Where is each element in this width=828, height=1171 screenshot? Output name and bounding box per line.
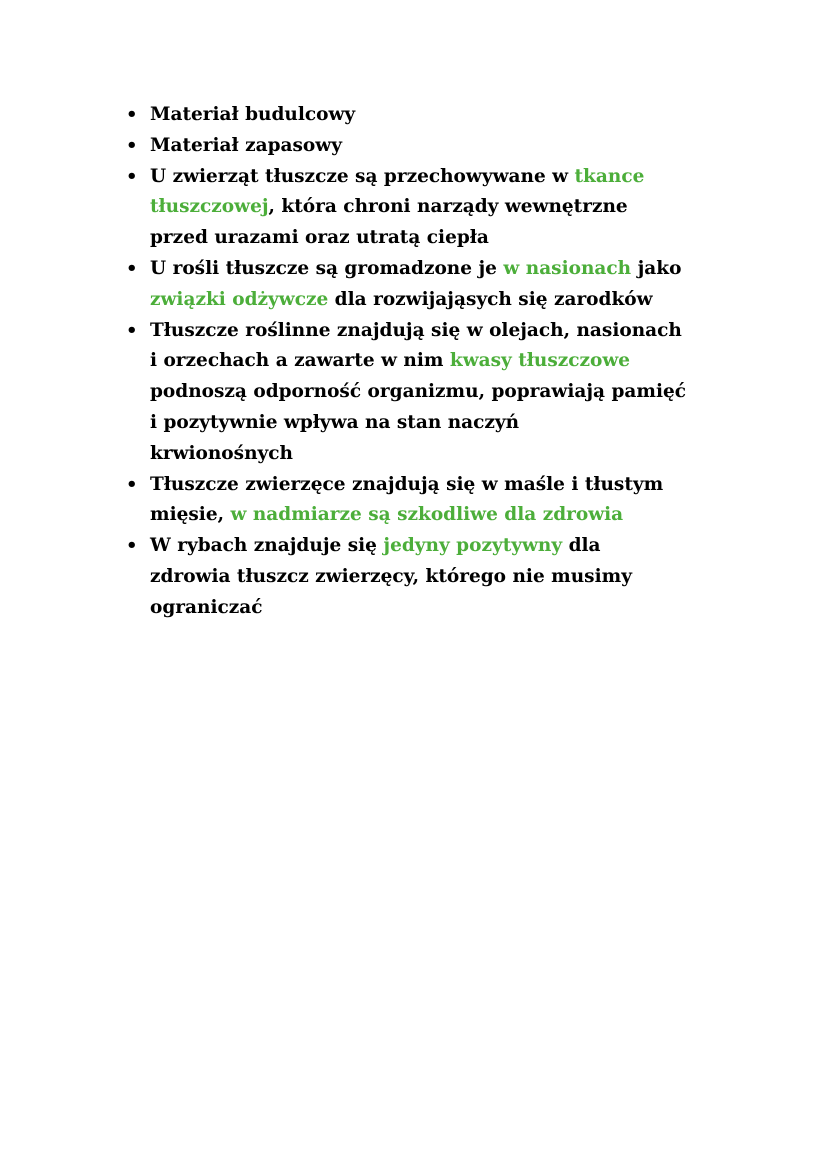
text-line — [150, 162, 686, 193]
highlighted-text: w nadmiarze są szkodliwe dla zdrowia — [230, 504, 624, 526]
highlighted-text: tkance — [574, 165, 645, 187]
text-line — [150, 439, 686, 470]
list-item — [0, 131, 686, 162]
text-line — [150, 593, 686, 624]
text: Materiał zapasowy — [150, 134, 342, 156]
bullet-icon: • — [126, 134, 138, 156]
list-item — [0, 470, 686, 532]
text: U zwierząt tłuszcze są przechowywane w — [150, 165, 575, 187]
list-item — [0, 316, 686, 470]
text: i pozytywnie wpływa na stan naczyń — [150, 411, 520, 433]
highlighted-text: jedyny pozytywny — [383, 535, 563, 557]
text: zdrowia tłuszcz zwierzęcy, którego nie musimy — [150, 565, 632, 587]
list-item — [0, 100, 686, 131]
text-line — [150, 346, 686, 377]
bullet-icon: • — [126, 319, 138, 341]
bullet-icon: • — [126, 257, 138, 279]
text: mięsie, — [150, 504, 231, 526]
text-line — [150, 316, 686, 347]
text: dla — [562, 535, 601, 557]
text: , która chroni narządy wewnętrzne — [268, 196, 628, 218]
bullet-list — [0, 100, 686, 624]
highlighted-text: kwasy tłuszczowe — [449, 350, 631, 372]
text-line — [150, 131, 686, 162]
list-item — [0, 531, 686, 623]
text-line — [150, 192, 686, 223]
text-line — [150, 285, 686, 316]
text: ograniczać — [150, 596, 263, 618]
text-line — [150, 500, 686, 531]
text: W rybach znajduje się — [150, 535, 384, 557]
text: dla rozwijająsych się zarodków — [328, 288, 653, 310]
list-item — [0, 162, 686, 254]
text-line — [150, 470, 686, 501]
text-line — [150, 531, 686, 562]
text: podnoszą odporność organizmu, poprawiają pamięć — [150, 381, 687, 403]
bullet-icon: • — [126, 535, 138, 557]
text: krwionośnych — [150, 442, 293, 464]
text-line — [150, 562, 686, 593]
highlighted-text: związki odżywcze — [150, 288, 329, 310]
list-item — [0, 254, 686, 316]
text-line — [150, 254, 686, 285]
text: Tłuszcze roślinne znajdują się w olejach, nasionach — [150, 319, 682, 341]
bullet-icon: • — [126, 165, 138, 187]
text: przed urazami oraz utratą ciepła — [150, 227, 489, 249]
text: Materiał budulcowy — [150, 104, 356, 125]
text-line — [150, 377, 686, 408]
highlighted-text: w nasionach — [503, 257, 632, 279]
text: Tłuszcze zwierzęce znajdują się w maśle i tłustym — [150, 473, 664, 495]
highlighted-text: tłuszczowej — [150, 196, 269, 218]
bullet-icon: • — [126, 473, 138, 495]
text-line — [150, 223, 686, 254]
text-line — [150, 100, 686, 131]
text: i orzechach a zawarte w nim — [150, 350, 450, 372]
text: jako — [631, 257, 682, 279]
bullet-icon: • — [126, 104, 138, 125]
text-line — [150, 408, 686, 439]
text: U rośli tłuszcze są gromadzone je — [150, 257, 504, 279]
